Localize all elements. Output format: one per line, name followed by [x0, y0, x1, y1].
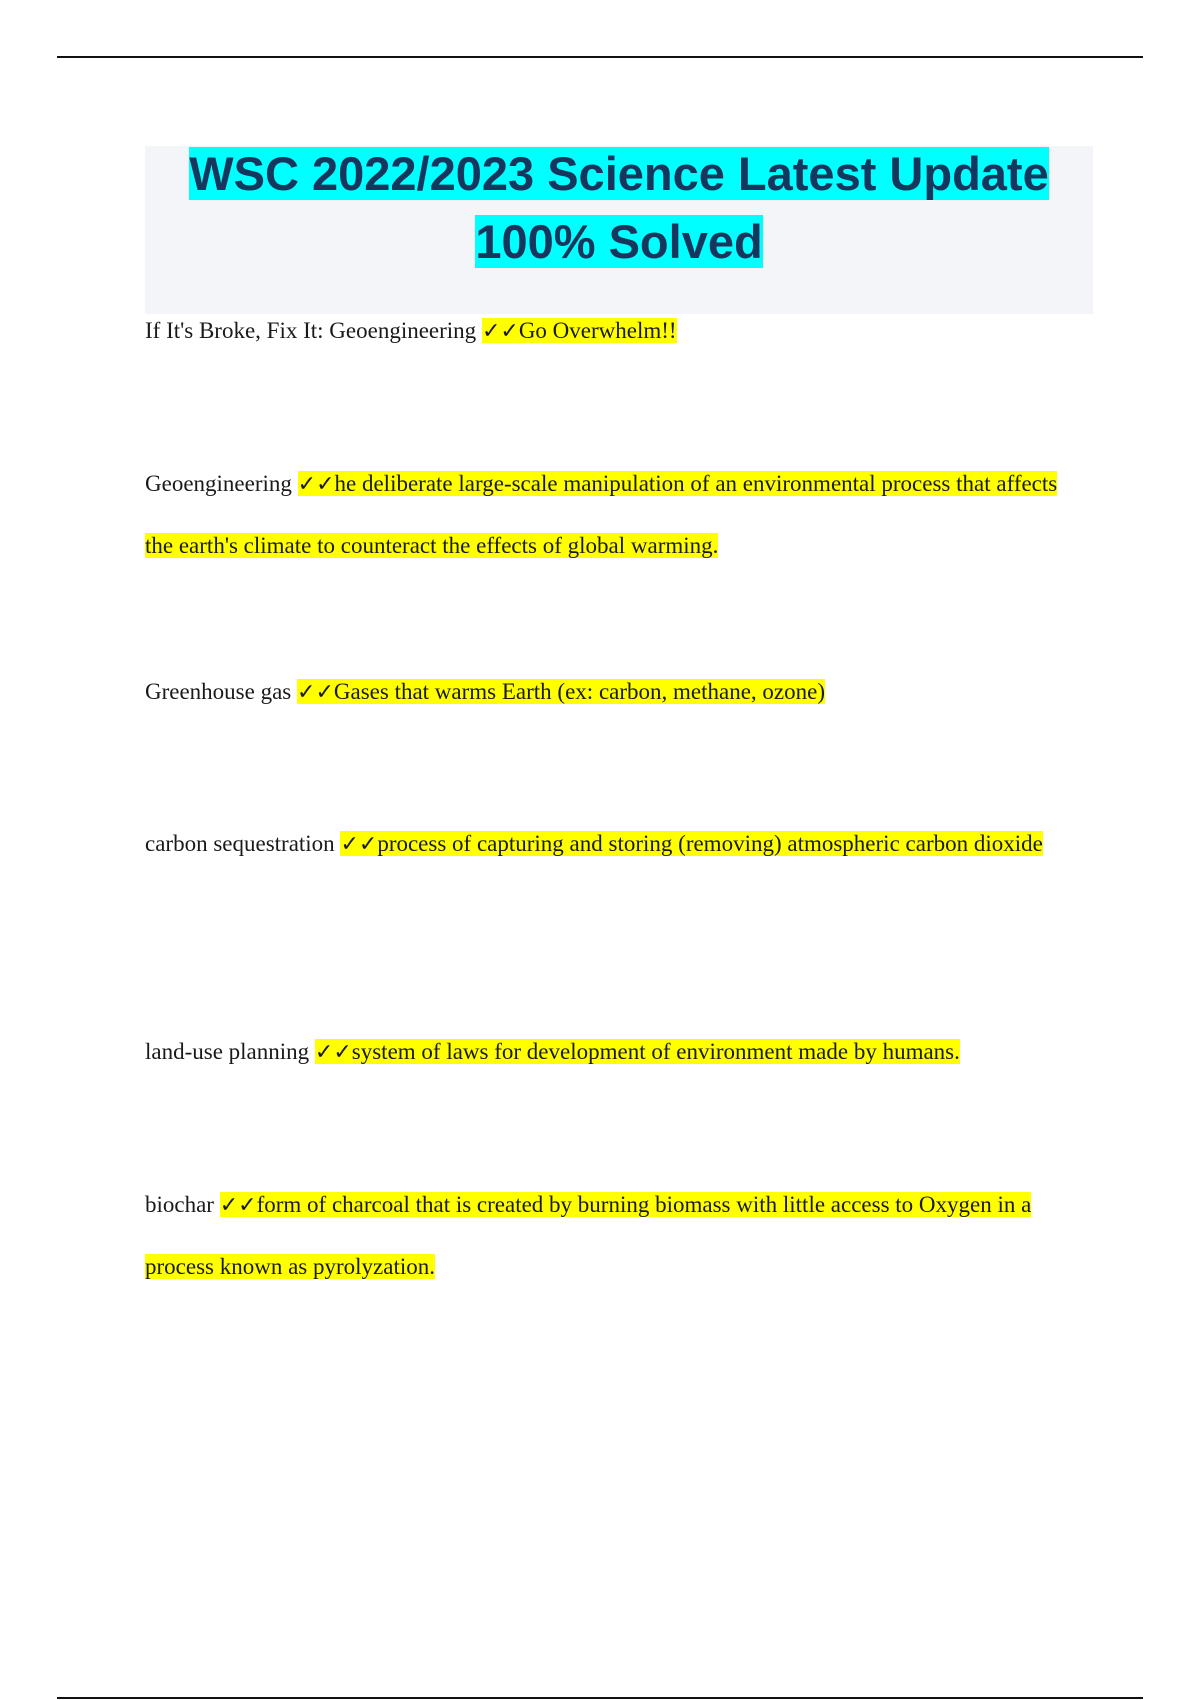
entry-definition: form of charcoal that is created by burning biomass with little access to Oxygen in a process known as pyrolyzation.	[145, 1192, 1032, 1279]
entry-definition: Gases that warms Earth (ex: carbon, methane, ozone)	[333, 679, 825, 704]
top-rule	[57, 56, 1143, 58]
entry-6	[145, 1174, 1085, 1297]
document-title: WSC 2022/2023 Science Latest Update 100% Solved	[189, 147, 1049, 268]
bottom-rule	[57, 1697, 1143, 1699]
check-icon: ✓✓	[297, 472, 335, 497]
entry-3	[145, 661, 1085, 723]
entry-term: If It's Broke, Fix It: Geoengineering	[145, 318, 477, 343]
check-icon: ✓✓	[314, 1040, 352, 1065]
entry-5	[145, 1021, 1085, 1083]
entry-1	[145, 300, 1085, 362]
entry-term: Greenhouse gas	[145, 679, 292, 704]
entry-2	[145, 453, 1085, 576]
entry-term: carbon sequestration	[145, 831, 335, 856]
entry-definition: he deliberate large-scale manipulation of an environmental process that affects the earth's climate to counteract the effects of global warming.	[145, 471, 1058, 558]
entry-term: Geoengineering	[145, 471, 292, 496]
entry-definition: Go Overwhelm!!	[518, 318, 677, 343]
check-icon: ✓✓	[219, 1193, 257, 1218]
check-icon: ✓✓	[297, 680, 334, 705]
entry-term: biochar	[145, 1192, 214, 1217]
title-block	[145, 146, 1093, 314]
entry-definition: system of laws for development of environment made by humans.	[351, 1039, 960, 1064]
entry-4	[145, 813, 1085, 875]
check-icon: ✓✓	[481, 319, 519, 344]
entry-definition: process of capturing and storing (removing) atmospheric carbon dioxide	[377, 831, 1043, 856]
entry-term: land-use planning	[145, 1039, 310, 1064]
check-icon: ✓✓	[340, 832, 378, 857]
